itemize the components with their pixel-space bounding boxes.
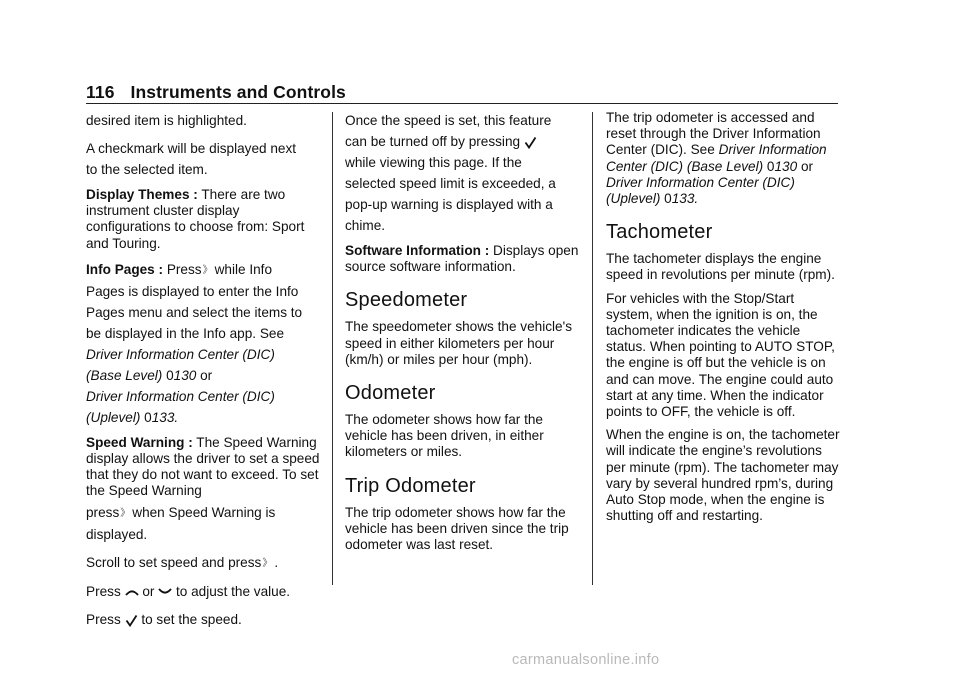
paragraph: A checkmark will be displayed next to the selected item. xyxy=(86,141,297,177)
paragraph: press》 when Speed Warning is displayed. xyxy=(86,504,276,542)
chevron-right-icon: 》 xyxy=(120,507,131,519)
watermark: carmanualsonline.info xyxy=(512,652,660,668)
speed-warning-label: Speed Warning : xyxy=(86,434,193,450)
info-pages-label: Info Pages : xyxy=(86,261,164,277)
paragraph: For vehicles with the Stop/Start system, when the ignition is on, the tachometer indicates the vehicle status. When pointing to AUTO STOP, the engine is off but the vehicle is on and can move. The engine could auto start at any time. When the indicator points to OFF, the vehicle is off. xyxy=(606,290,835,420)
column-divider-1 xyxy=(332,112,333,585)
check-icon xyxy=(125,614,138,627)
paragraph: The speedometer shows the vehicle's speed in either kilometers per hour (km/h) or miles per hour (mph). xyxy=(345,319,573,367)
swipe-down-icon xyxy=(158,587,172,597)
page-header xyxy=(86,82,346,103)
column-divider-2 xyxy=(592,112,593,585)
xref-arrow-icon: 0 xyxy=(144,409,152,425)
page-ref[interactable]: 133 xyxy=(671,191,695,207)
tachometer-heading: Tachometer xyxy=(606,221,713,244)
column-2 xyxy=(345,110,585,560)
xref-arrow-icon: 0 xyxy=(766,158,775,174)
page-ref[interactable]: 130 xyxy=(774,158,798,174)
page-ref[interactable]: 130 xyxy=(173,367,197,383)
paragraph: Once the speed is set, this feature can be turned off by pressing while viewing this page. If the selected speed limit is exceeded, a pop-up warning is displayed with a chime. xyxy=(345,113,556,233)
odometer-heading: Odometer xyxy=(345,382,436,405)
xref-arrow-icon: 0 xyxy=(664,191,672,207)
paragraph: When the engine is on, the tachometer will indicate the engine’s revolutions per minute (rpm). The tachometer may vary by several hundred rpm’s, during Auto Stop mode, when the engine is shutting off and restarting. xyxy=(606,427,840,524)
paragraph: The tachometer displays the engine speed in revolutions per minute (rpm). xyxy=(606,251,835,283)
page-number: 116 xyxy=(86,82,115,102)
xref-link[interactable]: Driver Information Center (DIC) xyxy=(86,388,275,404)
header-rule xyxy=(86,103,838,104)
paragraph: Press to set the speed. xyxy=(86,611,242,627)
software-info-label: Software Information : xyxy=(345,243,490,258)
xref-link[interactable]: Driver Information Center (DIC) xyxy=(86,346,275,362)
software-info-paragraph: Software Information : Displays open source software information. xyxy=(345,243,579,275)
paragraph: The odometer shows how far the vehicle has been driven, in either kilometers or miles. xyxy=(345,412,544,460)
speed-warning-paragraph: Speed Warning : The Speed Warning display allows the driver to set a speed that they do not want to exceed. To set the Speed Warning xyxy=(86,434,320,499)
column-1 xyxy=(86,110,324,637)
info-pages-paragraph: Info Pages : Press》 while Info Pages is displayed to enter the Info Pages menu and select the items to be displayed in the Info app. See Driver Information Center (DIC) (Base Level) 0130 or Driver Information Center (DIC) (Uplevel) 0133. xyxy=(86,261,303,425)
page-ref[interactable]: 133 xyxy=(151,409,175,425)
paragraph: Press or to adjust the value. xyxy=(86,583,291,599)
trip-odometer-heading: Trip Odometer xyxy=(345,474,476,497)
check-icon xyxy=(524,136,537,149)
paragraph: Scroll to set speed and press》 . xyxy=(86,552,324,574)
column-3 xyxy=(606,110,842,531)
speedometer-heading: Speedometer xyxy=(345,289,468,312)
chevron-right-icon: 》 xyxy=(202,264,213,276)
display-themes-paragraph: Display Themes : There are two instrument cluster display configurations to choose from: Sport and Touring. xyxy=(86,187,305,251)
section-title: Instruments and Controls xyxy=(130,82,346,102)
paragraph: The trip odometer shows how far the vehicle has been driven since the trip odometer was last reset. xyxy=(345,504,569,553)
chevron-right-icon: 》 xyxy=(262,557,273,569)
paragraph: The trip odometer is accessed and reset through the Driver Information Center (DIC). See Driver Information Center (DIC) (Base Level) 0130 or Driver Information Center (DIC) (Uplevel) 0133. xyxy=(606,110,827,207)
swipe-up-icon xyxy=(125,587,139,597)
xref-arrow-icon: 0 xyxy=(166,367,174,383)
paragraph: desired item is highlighted. xyxy=(86,113,247,128)
display-themes-label: Display Themes : xyxy=(86,187,198,202)
xref-link[interactable]: Driver Information Center (DIC) (Base Level) xyxy=(606,142,827,174)
xref-link[interactable]: Driver Information Center (DIC) (Uplevel) xyxy=(606,174,795,207)
